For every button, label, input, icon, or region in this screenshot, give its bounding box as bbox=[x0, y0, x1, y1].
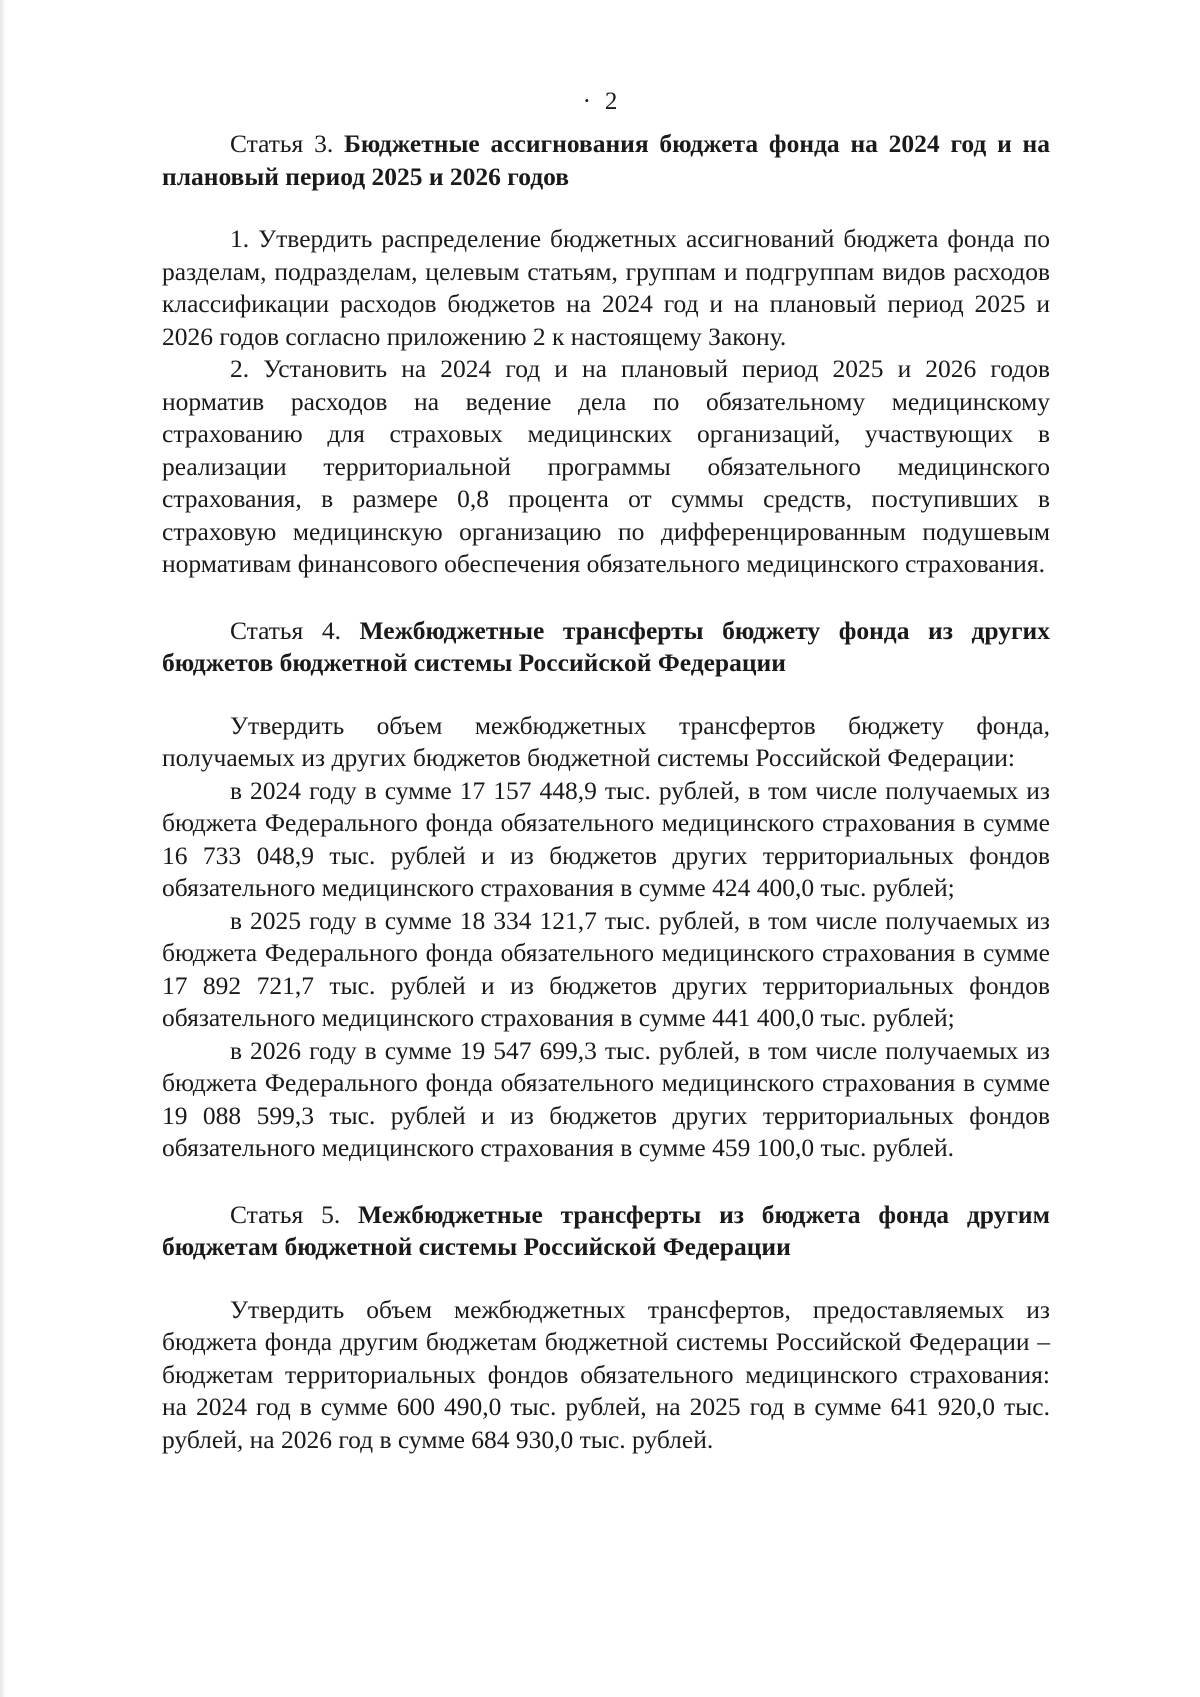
article-4-paragraph-1: Утвердить объем межбюджетных трансфертов бюджету фонда, получаемых из других бюджетов бюджетной системы Российской Федерации: bbox=[162, 710, 1050, 772]
scan-edge bbox=[0, 0, 6, 1697]
article-5-paragraph-1: Утвердить объем межбюджетных трансфертов, предоставляемых из бюджета фонда другим бюджетам бюджетной системы Российской Федерации – бюджетам территориальных фондов обязательного медицинского страхования: на 2024 год в сумме 600 490,0 тыс. рублей, на 2025 год в сумме 641 920,0 тыс. рублей, на 2026 год в сумме 684 930,0 тыс. рублей. bbox=[162, 1294, 1050, 1454]
article-4-heading bbox=[162, 615, 1050, 680]
page-number-value: 2 bbox=[604, 88, 618, 115]
article-4-paragraph-2: в 2024 году в сумме 17 157 448,9 тыс. рублей, в том числе получаемых из бюджета Федерального фонда обязательного медицинского страхования в сумме 16 733 048,9 тыс. рублей и из бюджетов других территориальных фондов обязательного медицинского страхования в сумме 424 400,0 тыс. рублей; bbox=[162, 775, 1050, 902]
article-5-number: Статья 5. bbox=[230, 1199, 341, 1229]
article-5-title: Межбюджетные трансферты из бюджета фонда другим бюджетам бюджетной системы Российской Федерации bbox=[162, 1199, 1050, 1261]
article-3-paragraph-2: 2. Установить на 2024 год и на плановый период 2025 и 2026 годов норматив расходов на ведение дела по обязательному медицинскому страхованию для страховых медицинских организаций, участвующих в реализации территориальной программы обязательного медицинского страхования, в размере 0,8 процента от суммы средств, поступивших в страховую медицинскую организацию по дифференцированным подушевым нормативам финансового обеспечения обязательного медицинского страхования. bbox=[162, 354, 1050, 578]
article-4 bbox=[162, 615, 1050, 1165]
article-3-heading bbox=[162, 128, 1050, 193]
article-4-number: Статья 4. bbox=[230, 615, 341, 645]
article-5 bbox=[162, 1199, 1050, 1457]
article-4-paragraph-4: в 2026 году в сумме 19 547 699,3 тыс. рублей, в том числе получаемых из бюджета Федерального фонда обязательного медицинского страхования в сумме 19 088 599,3 тыс. рублей и из бюджетов других территориальных фондов обязательного медицинского страхования в сумме 459 100,0 тыс. рублей. bbox=[162, 1035, 1050, 1162]
page-number-dot: · bbox=[582, 88, 591, 115]
article-3-number: Статья 3. bbox=[230, 129, 334, 158]
document-body bbox=[162, 128, 1050, 1456]
article-3-paragraph-1: 1. Утвердить распределение бюджетных ассигнований бюджета фонда по разделам, подразделам, целевым статьям, группам и подгруппам видов расходов классификации расходов бюджетов на 2024 год и на плановый период 2025 и 2026 годов согласно приложению 2 к настоящему Закону. bbox=[162, 224, 1050, 351]
article-3-title: Бюджетные ассигнования бюджета фонда на 2024 год и на плановый период 2025 и 2026 годов bbox=[162, 129, 1050, 191]
article-4-title: Межбюджетные трансферты бюджету фонда из других бюджетов бюджетной системы Российской Федерации bbox=[162, 615, 1050, 677]
article-4-paragraph-3: в 2025 году в сумме 18 334 121,7 тыс. рублей, в том числе получаемых из бюджета Федерального фонда обязательного медицинского страхования в сумме 17 892 721,7 тыс. рублей и из бюджетов других территориальных фондов обязательного медицинского страхования в сумме 441 400,0 тыс. рублей; bbox=[162, 905, 1050, 1032]
article-3 bbox=[162, 128, 1050, 581]
page-number bbox=[0, 88, 1200, 116]
article-5-heading bbox=[162, 1199, 1050, 1264]
